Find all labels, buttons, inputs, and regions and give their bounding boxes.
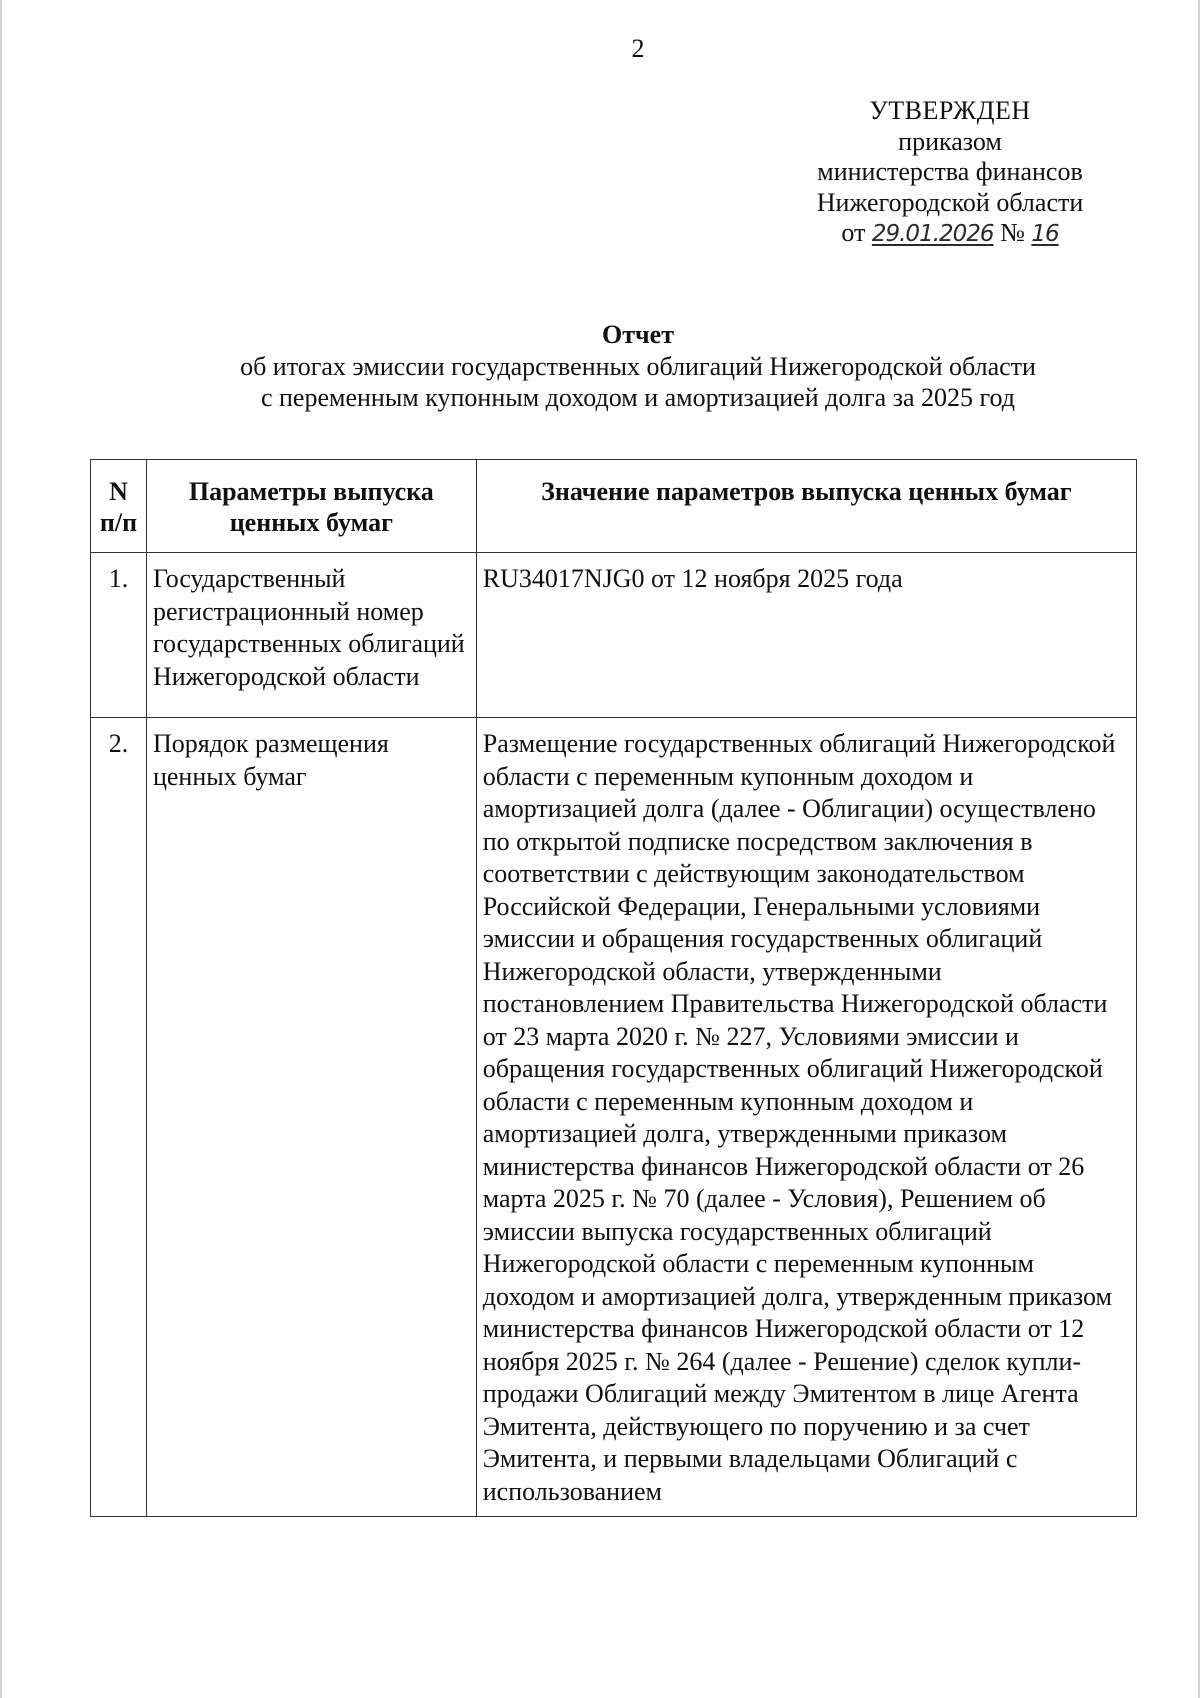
row-parameter: Государственный регистрационный номер государственных облигаций Нижегородской области — [146, 553, 476, 718]
approval-line-region: Нижегородской области — [816, 187, 1084, 217]
page-number: 2 — [631, 34, 645, 63]
row-number: 1. — [91, 553, 147, 718]
row-value: RU34017NJG0 от 12 ноября 2025 года — [476, 553, 1136, 718]
approval-date-line — [780, 218, 1120, 250]
report-subtitle-line1: об итогах эмиссии государственных облигаций Нижегородской области — [240, 352, 1036, 381]
scan-edge-left — [0, 0, 2, 1698]
handwritten-number: 16 — [1031, 221, 1059, 247]
parameters-table — [90, 459, 1137, 1517]
approval-line-ministry: министерства финансов — [817, 157, 1083, 186]
row-value: Размещение государственных облигаций Нижегородской области с переменным купонным доходом и амортизацией долга (далее - Облигации) осуществлено по открытой подписке посредством заключения в соответствии с действующим законодательством Российской Федерации, Генеральными условиями эмиссии и обращения государственных облигаций Нижегородской области, утвержденными постановлением Правительства Нижегородской области от 23 марта 2020 г. № 227, Условиями эмиссии и обращения государственных облигаций Нижегородской области с переменным купонным доходом и амортизацией долга, утвержденными приказом министерства финансов Нижегородской области от 26 марта 2025 г. № 70 (далее - Условия), Решением об эмиссии выпуска государственных облигаций Нижегородской области с переменным купонным доходом и амортизацией долга, утвержденным приказом министерства финансов Нижегородской области от 12 ноября 2025 г. № 264 (далее - Решение) сделок купли-продажи Облигаций между Эмитентом в лице Агента Эмитента, действующего по поручению и за счет Эмитента, и первыми владельцами Облигаций с использованием — [476, 718, 1136, 1517]
report-title: Отчет — [602, 320, 674, 349]
table-row — [91, 553, 1137, 718]
handwritten-date: 29.01.2026 — [871, 221, 994, 247]
header-number: N п/п — [91, 460, 147, 553]
table-header-row — [91, 460, 1137, 553]
report-title-block — [100, 319, 1176, 413]
table-row — [91, 718, 1137, 1517]
approval-heading: УТВЕРЖДЕН — [869, 96, 1031, 125]
row-parameter: Порядок размещения ценных бумаг — [146, 718, 476, 1517]
number-sign: № — [1000, 218, 1025, 247]
report-subtitle-line2: с переменным купонным доходом и амортизацией долга за 2025 год — [260, 383, 1016, 412]
row-number: 2. — [91, 718, 147, 1517]
date-prefix: от — [841, 218, 866, 247]
approval-line-order: приказом — [898, 126, 1002, 156]
approval-stamp-block — [780, 96, 1120, 250]
header-values: Значение параметров выпуска ценных бумаг — [476, 460, 1136, 553]
header-parameters: Параметры выпуска ценных бумаг — [146, 460, 476, 553]
